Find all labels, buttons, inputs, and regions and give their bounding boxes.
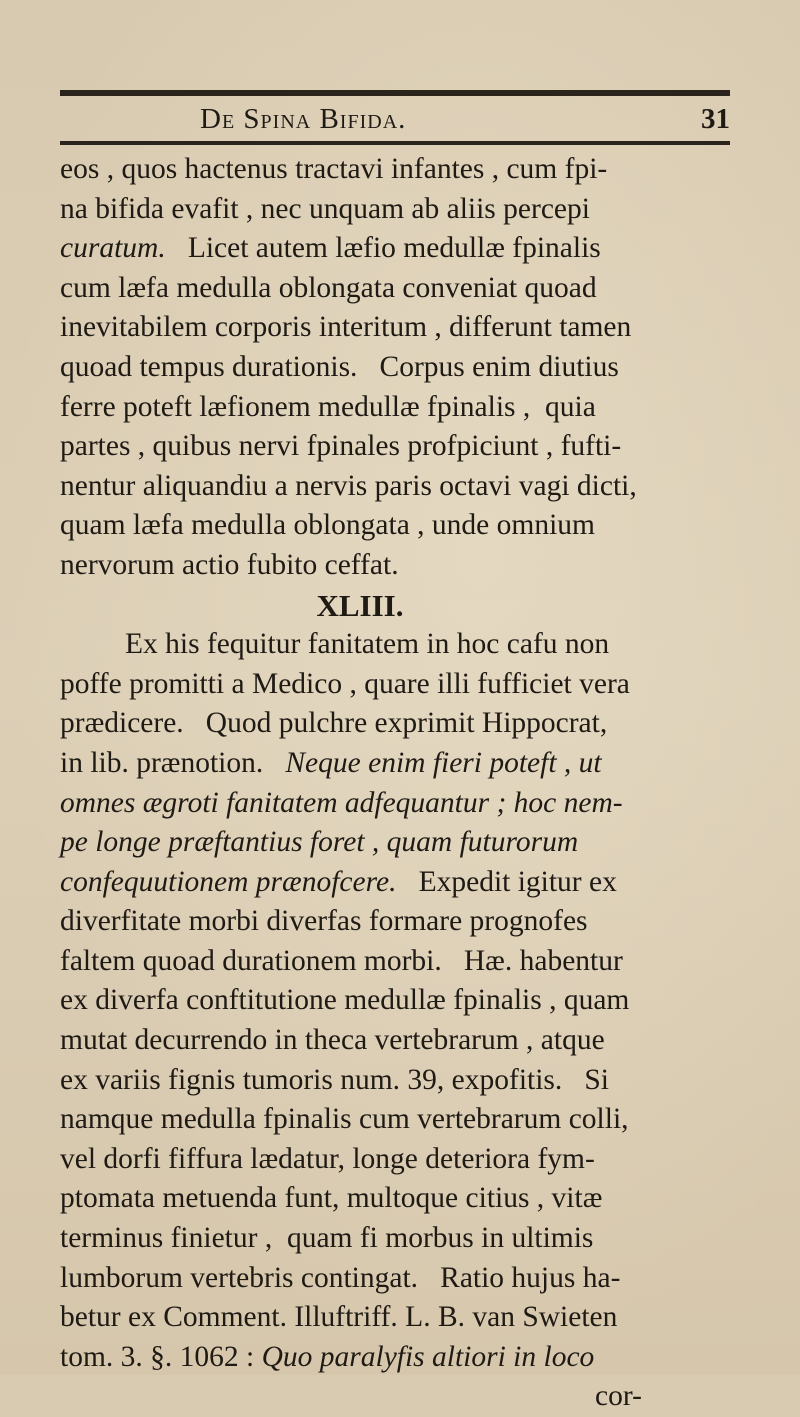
text-segment: in lib. prænotion. [60, 746, 286, 779]
text-segment: prædicere. Quod pulchre exprimit Hippocrat, [60, 707, 608, 740]
text-segment: terminus finietur , quam fi morbus in ultimis [60, 1222, 594, 1255]
text-segment: vel dorfi fiffura lædatur, longe deteriora fym- [60, 1142, 595, 1175]
text-segment: na bifida evafit , nec unquam ab aliis percepi [60, 192, 590, 225]
text-line [60, 467, 740, 507]
italic-segment: omnes ægroti fanitatem adfequantur ; hoc nem- [60, 786, 623, 819]
text-segment: cum læfa medulla oblongata conveniat quoad [60, 271, 597, 304]
text-line [60, 902, 740, 942]
text-line [60, 744, 740, 784]
text-line [60, 269, 740, 309]
text-segment: ptomata metuenda funt, multoque citius , vitæ [60, 1182, 603, 1215]
text-line [60, 1338, 740, 1378]
text-line [60, 1219, 740, 1259]
text-line [60, 150, 740, 190]
text-line [60, 546, 740, 586]
text-line [60, 1179, 740, 1219]
text-line [60, 348, 740, 388]
text-line [60, 1021, 740, 1061]
text-segment: Expedit igitur ex [396, 865, 617, 898]
text-segment: ex variis fignis tumoris num. 39, expofitis. Si [60, 1063, 610, 1096]
text-line [60, 704, 740, 744]
text-segment: nentur aliquandiu a nervis paris octavi vagi dicti, [60, 469, 637, 502]
text-segment: partes , quibus nervi fpinales profpiciunt , fufti- [60, 430, 622, 463]
text-line [60, 863, 740, 903]
text-line [60, 942, 740, 982]
text-segment: diverfitate morbi diverfas formare prognofes [60, 905, 588, 938]
text-line [60, 784, 740, 824]
text-line [60, 506, 740, 546]
text-line [60, 1100, 740, 1140]
text-segment: betur ex Comment. Illuftriff. L. B. van Swieten [60, 1301, 618, 1334]
italic-segment: Quo paralyfis altiori in loco [261, 1340, 595, 1373]
text-line [60, 427, 740, 467]
text-segment: quam læfa medulla oblongata , unde omnium [60, 509, 595, 542]
italic-segment: curatum. [60, 232, 166, 265]
italic-segment: pe longe præftantius foret , quam futurorum [60, 826, 579, 859]
text-line [60, 308, 740, 348]
body-text [60, 150, 740, 1417]
text-segment: quoad tempus durationis. Corpus enim diutius [60, 350, 619, 383]
text-line [60, 1140, 740, 1180]
running-title: De Spina Bifida. [200, 103, 407, 135]
text-segment: ferre poteft læfionem medullæ fpinalis , quia [60, 390, 596, 423]
header-rule [60, 141, 730, 145]
text-line [60, 981, 740, 1021]
page-number: 31 [701, 103, 730, 135]
text-segment: Licet autem læfio medullæ fpinalis [165, 232, 601, 265]
text-segment: inevitabilem corporis interitum , differunt tamen [60, 311, 632, 344]
text-line [60, 388, 740, 428]
text-line [60, 190, 740, 230]
text-line [60, 229, 740, 269]
text-segment: poffe promitti a Medico , quare illi fufficiet vera [60, 667, 630, 700]
section-heading [60, 586, 740, 626]
catchword [60, 1377, 740, 1417]
italic-segment: Neque enim fieri poteft , ut [285, 746, 602, 779]
text-line [60, 1298, 740, 1338]
text-segment: tom. 3. §. 1062 : [60, 1340, 262, 1373]
text-segment: nervorum actio fubito ceffat. [60, 548, 399, 581]
text-line [60, 823, 740, 863]
text-line [60, 1259, 740, 1299]
top-rule [60, 90, 730, 96]
text-segment: eos , quos hactenus tractavi infantes , cum fpi- [60, 153, 608, 185]
text-segment: lumborum vertebris contingat. Ratio hujus ha- [60, 1261, 621, 1294]
text-line [60, 1061, 740, 1101]
text-segment: mutat decurrendo in theca vertebrarum , atque [60, 1024, 605, 1057]
text-segment: cor- [595, 1380, 642, 1413]
text-segment: XLIII. [316, 587, 404, 623]
text-segment: ex diverfa conftitutione medullæ fpinalis , quam [60, 984, 630, 1017]
text-segment: namque medulla fpinalis cum vertebrarum colli, [60, 1103, 629, 1136]
text-segment: Ex his fequitur fanitatem in hoc cafu non [125, 628, 610, 661]
page-header [60, 103, 730, 141]
text-segment: faltem quoad durationem morbi. Hæ. habentur [60, 944, 623, 977]
text-line [60, 625, 740, 665]
italic-segment: confequutionem prænofcere. [60, 865, 397, 898]
text-line [60, 665, 740, 705]
